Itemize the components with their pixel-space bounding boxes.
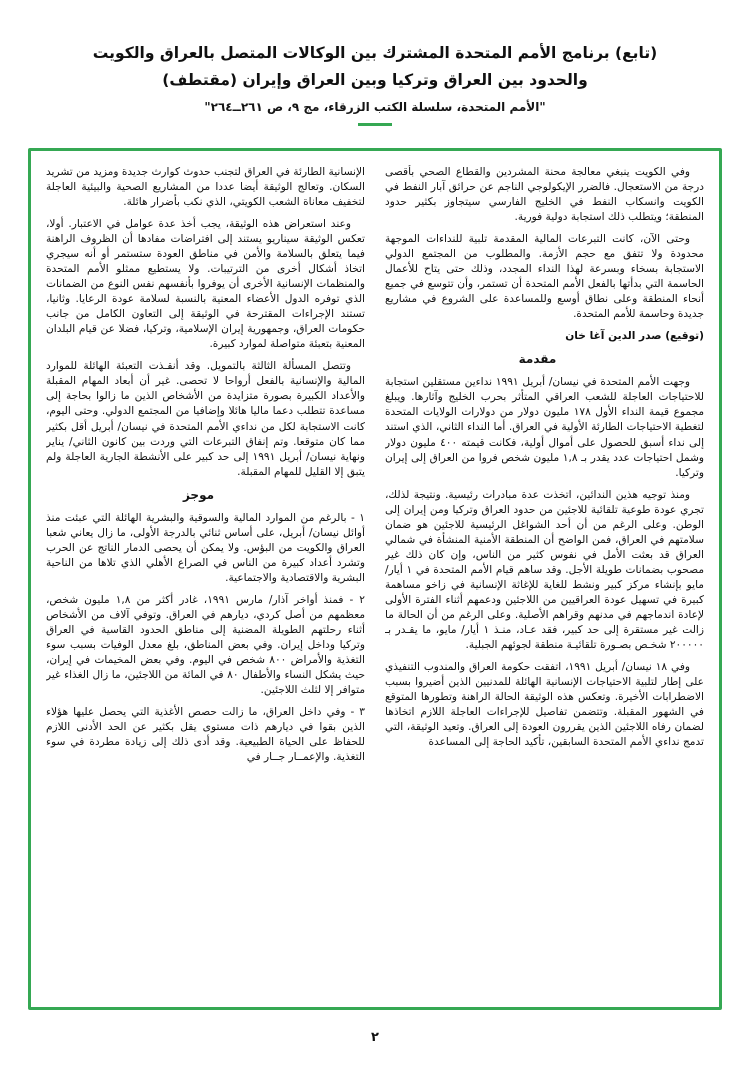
source-citation: "الأمم المتحدة، سلسلة الكتب الزرقاء، مج ٩، ص ٢٦١ــ٢٦٤" bbox=[204, 100, 546, 115]
signature-line: (توقيع) صدر الدين آغا خان bbox=[565, 330, 704, 343]
header-divider bbox=[358, 123, 392, 126]
column-right bbox=[385, 165, 704, 995]
title-line-2: والحدود بين العراق وتركيا وبين العراق وإيران (مقتطف) bbox=[162, 71, 588, 90]
section-heading-summary: موجز bbox=[182, 487, 215, 502]
two-column-layout bbox=[46, 165, 704, 995]
numbered-item-3: ٣ - وفي داخل العراق، ما زالت حصص الأغذية التي يحصل عليها هؤلاء الذين بقوا في ديارهم ذات مستوى يقل بكثير عن الحد الأدنى اللازم للحفاظ على الحياة الطبيعية. وقد أدى ذلك إلى زيادة مطردة في سوء التغذية. والإعمــار جــار في bbox=[46, 706, 365, 764]
numbered-item-2: ٢ - فمنذ أواخر آذار/ مارس ١٩٩١، غادر أكثر من ١,٨ مليون شخص، معظمهم من أصل كردي، ديارهم في العراق. وتوفي آلاف من الأشخاص أثناء رحلتهم الطويلة المضنية إلى مناطق الحدود القاسية في العراق وتركيا وداخل إيران. وفي بعض المناطق، بلغ معدل الوفيات بسبب سوء التغذية والأمراض ٨٠٠ شخص في اليوم. وفي بعض المخيمات في إيران، حيث يشكل النساء والأطفال ٨٠ في المائة من اللاجئين، ما زال الغذاء غير متوافر إلا لثلث اللاجئين. bbox=[46, 593, 365, 696]
title-line-1: (تابع) برنامج الأمم المتحدة المشترك بين الوكالات المتصل بالعراق والكويت bbox=[92, 44, 658, 62]
page-number: ٢ bbox=[371, 1030, 379, 1045]
document-header bbox=[0, 0, 750, 126]
column-left bbox=[46, 165, 365, 995]
document-border-box bbox=[28, 148, 722, 1010]
paragraph: وفي ١٨ نيسان/ أبريل ١٩٩١، اتفقت حكومة العراق والمندوب التنفيذي على إطار لتلبية الاحتياجات الإنسانية الهائلة للمدنيين الذين أضيروا بسبب الاضطرابات الأخيرة. وتعكس هذه الوثيقة الحالة الراهنة وتطورها المتوقع في الشهور المقبلة. وتتضمن تفاصيل للإجراءات العاجلة اللازم اتخاذها لضمان رفاه اللاجئين الذين يقررون العودة إلى العراق. وتعيد الوثيقة، التي تدمج نداءي الأمم المتحدة السابقين، تأكيد الحاجة إلى المساعدة bbox=[385, 660, 704, 749]
paragraph: وفي الكويت ينبغي معالجة محنة المشردين والقطاع الصحي بأقصى درجة من الاستعجال. فالضرر الإيكولوجي الناجم عن حرائق آبار النفط في الكويت وانسكاب النفط في الخليج الفارسي سيتجاوز بكثير حدود المنطقة؛ ويتطلب ذلك استجابة دولية فورية. bbox=[385, 166, 704, 224]
paragraph-continuation: الإنسانية الطارئة في العراق لتجنب حدوث كوارث جديدة ومزيد من تشريد السكان. وتعالج الوثيقة أيضا عددا من المشاريع الصحية والبيئية العاجلة لتخفيف معاناة الشعب الكويتي، الذي نكب بأضرار هائلة. bbox=[46, 166, 365, 209]
paragraph: وحتى الآن، كانت التبرعات المالية المقدمة تلبية للنداءات الموجهة محدودة ولا تتفق مع حجم الأزمة. والمطلوب من المجتمع الدولي الاستجابة بسخاء وبسرعة لهذا النداء المجدد، وذلك حتى يتاح للأعمال الحاسمة التي بدأتها بالفعل الأمم المتحدة أن تستمر، وأن تتوسع في جميع أنحاء المنطقة وعلى نطاق أوسع وللمساعدة على الشروع في مشاريع جديدة وحاسمة للأمم المتحدة. bbox=[385, 233, 704, 321]
paragraph: وعند استعراض هذه الوثيقة، يجب أخذ عدة عوامل في الاعتبار. أولا، تعكس الوثيقة سيناريو يستند إلى افتراضات مفادها أن الظروف الراهنة فيما يتعلق بالسلامة والأمن في مناطق العودة ستستمر أو أنه سيجري اتخاذ أشكال أخرى من الترتيبات. ولا يستطيع ممثلو الأمم المتحدة والمنظمات الإنسانية الأخرى أن يوفروا بأنفسهم نفس النوع من الضمانات الذي توفره الدول الأعضاء المعنية بالنسبة لسلامة عودة الرعايا. وثانيا، تستند الإجراءات المقترحة في الوثيقة إلى التعاون الكامل من جانب حكومات العراق، وجمهورية إيران الإسلامية، وتركيا، فضلا عن قيام البلدان المعنية بتعبئة متواصلة لموارد كبيرة. bbox=[46, 218, 365, 351]
section-heading-introduction: مقدمة bbox=[518, 352, 557, 367]
paragraph: ومنذ توجيه هذين الندائين، اتخذت عدة مبادرات رئيسية. ونتيجة لذلك، تجري عودة طوعية تلقائية للاجئين من حدود العراق وتركيا ومن إيران إلى الوطن. وعلى الرغم من أن أحد الشواغل الرئيسية للاجئين هو ضمان سلامتهم في العراق، فمن الواضح أن المنطقة الأمنية المنشأة في شمالي العراق قد بعثت الأمل في نفوس كثير من الناس، وإن كان ذلك غير مصحوب بضمانات طويلة الأجل. وقد ساهم قيام الأمم المتحدة في ١ أيار/ مايو بإنشاء مركز كبير ونشط للغاية للإغاثة الإنسانية في زاخو مساهمة كبيرة في تسهيل عودة العراقيين من اللاجئين ودعمهم أثناء الفترة الأولى لإعادة اندماجهم في مدنهم وقراهم الأصلية. وعلى الرغم من أن الحالة ما زالت غير مستقرة إلى حد كبير، فقد عـاد، منـذ ١ أيار/ مايو، ما يقـدر بـ ٢٠٠٠٠٠ شخـص بصـورة تلقائيـة منطقة لجوئهم الجبلية. bbox=[385, 488, 704, 651]
paragraph: وتتصل المسألة الثالثة بالتمويل. وقد أنقـذت التعبئة الهائلة للموارد المالية والإنسانية بالفعل أرواحا لا تحصى. غير أن أبعاد المهام المقبلة والأعداد الكبيرة بصورة متزايدة من الأشخاص الذين ما زالوا بحاجة إلى مساعدة تتطلب دعما ماليا هائلا وإضافيا من المجتمع الدولي. وحتى اليوم، كانت الاستجابة لكل من نداءي الأمم المتحدة في نيسان/ أبريل أقل بكثير مما كان متوقعا. وتم إنفاق التبرعات التي وردت بين كانون الثاني/ يناير ونهاية نيسان/ أبريل ١٩٩١ إلى حد كبير على الأنشطة الجارية العاجلة ولم يتبق إلا القليل للمهام المقبلة. bbox=[46, 360, 365, 478]
numbered-item-1: ١ - بالرغم من الموارد المالية والسوقية والبشرية الهائلة التي عبئت منذ أوائل نيسان/ أبريل، على أساس ثنائي بالدرجة الأولى، ما زال يعاني شعبا العراق والكويت من البؤس. ولا يمكن أن يحصى الدمار الناتج عن الحرب وتشرد أعداد كبيرة من الناس في الصراع الأهلي الذي تلاها من الناحية البشرية والاقتصادية والاجتماعية. bbox=[46, 511, 365, 584]
paragraph: وجهت الأمم المتحدة في نيسان/ أبريل ١٩٩١ نداءين مستقلين استجابة للاحتياجات العاجلة للشعب العراقي المتأثر بحرب الخليج وآثارها. ويبلغ مجموع قيمة النداء الأول ١٧٨ مليون دولار من دولارات الولايات المتحدة لتغطية الاحتياجات الطارئة الأولية في العراق. أما النداء الثاني، الذي استند إلى نداء أسبق للحصول على أموال أولية، فكانت قيمته ٤٠٠ مليون دولار وشمل احتياجات عدد يقدر بـ ١,٨ مليون شخص فروا من العراق إلى إيران وتركيا. bbox=[385, 376, 704, 479]
